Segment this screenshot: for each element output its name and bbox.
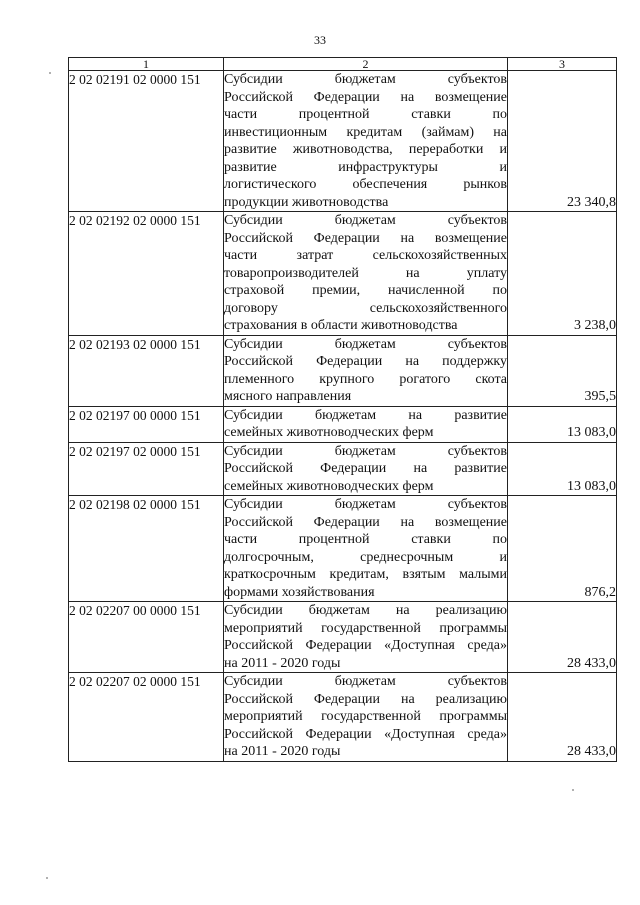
description-line: Субсидии бюджетам субъектов	[224, 674, 507, 689]
column-header-1: 1	[69, 58, 224, 71]
amount-cell: 876,2	[508, 496, 617, 602]
description-line: племенного крупного рогатого скота	[224, 371, 507, 387]
table-row	[69, 442, 617, 496]
description-line: формами хозяйствования	[224, 584, 375, 600]
description-line: договору сельскохозяйственного	[224, 300, 507, 316]
budget-revenue-table	[68, 57, 617, 762]
description-line: развитие инфраструктуры и	[224, 159, 507, 175]
scan-speck	[49, 72, 51, 74]
description-line: на 2011 - 2020 годы	[224, 744, 341, 759]
description-line: страхования в области животноводства	[224, 318, 458, 333]
budget-code-cell: 2 02 02197 00 0000 151	[69, 406, 224, 442]
column-header-3: 3	[508, 58, 617, 71]
description-line: мясного направления	[224, 389, 352, 404]
page-number: 33	[314, 33, 326, 47]
description-line: Российской Федерации на реализацию	[224, 691, 507, 707]
description-line: развитие животноводства, переработки и	[224, 142, 507, 157]
description-cell	[224, 442, 508, 496]
description-line: товаропроизводителей на уплату	[224, 265, 507, 281]
description-cell	[224, 71, 508, 212]
amount-cell: 13 083,0	[508, 406, 617, 442]
description-line: Российской Федерации на возмещение	[224, 230, 507, 246]
table-row	[69, 406, 617, 442]
description-line: Субсидии бюджетам субъектов	[224, 72, 507, 87]
table-row	[69, 335, 617, 406]
budget-code-cell: 2 02 02197 02 0000 151	[69, 442, 224, 496]
description-line: Российской Федерации «Доступная среда»	[224, 726, 507, 742]
description-cell	[224, 496, 508, 602]
description-line: логистического обеспечения рынков	[224, 177, 507, 192]
description-cell	[224, 212, 508, 336]
description-line: части процентной ставки по	[224, 107, 507, 122]
description-cell	[224, 406, 508, 442]
description-line: Субсидии бюджетам субъектов	[224, 213, 507, 228]
budget-code-cell: 2 02 02191 02 0000 151	[69, 71, 224, 212]
scan-speck	[572, 789, 574, 791]
amount-cell: 28 433,0	[508, 602, 617, 673]
description-line: Субсидии бюджетам субъектов	[224, 497, 507, 512]
table-body	[69, 71, 617, 762]
description-line: Российской Федерации «Доступная среда»	[224, 638, 507, 653]
description-line: краткосрочным кредитам, взятым малыми	[224, 567, 507, 582]
budget-code-cell: 2 02 02207 02 0000 151	[69, 673, 224, 762]
description-line: части процентной ставки по	[224, 532, 507, 547]
budget-code-cell: 2 02 02193 02 0000 151	[69, 335, 224, 406]
description-line: Субсидии бюджетам субъектов	[224, 443, 507, 459]
scan-speck	[46, 877, 48, 879]
table-row	[69, 496, 617, 602]
description-line: Российской Федерации на развитие	[224, 461, 507, 476]
description-line: семейных животноводческих ферм	[224, 425, 434, 440]
description-line: части затрат сельскохозяйственных	[224, 248, 507, 263]
description-line: Российской Федерации на поддержку	[224, 354, 507, 369]
table-header-row	[69, 58, 617, 71]
amount-cell: 28 433,0	[508, 673, 617, 762]
description-line: Субсидии бюджетам субъектов	[224, 336, 507, 352]
description-line: страховой премии, начисленной по	[224, 283, 507, 298]
description-cell	[224, 602, 508, 673]
description-cell	[224, 335, 508, 406]
description-line: продукции животноводства	[224, 194, 389, 210]
description-line: на 2011 - 2020 годы	[224, 655, 341, 671]
table-row	[69, 212, 617, 336]
description-cell	[224, 673, 508, 762]
description-line: инвестиционным кредитам (займам) на	[224, 124, 507, 140]
description-line: Российской Федерации на возмещение	[224, 514, 507, 530]
table-row	[69, 602, 617, 673]
amount-cell: 13 083,0	[508, 442, 617, 496]
amount-cell: 23 340,8	[508, 71, 617, 212]
table-row	[69, 673, 617, 762]
budget-code-cell: 2 02 02198 02 0000 151	[69, 496, 224, 602]
description-line: долгосрочным, среднесрочным и	[224, 549, 507, 565]
budget-code-cell: 2 02 02192 02 0000 151	[69, 212, 224, 336]
budget-code-cell: 2 02 02207 00 0000 151	[69, 602, 224, 673]
description-line: Субсидии бюджетам на развитие	[224, 407, 507, 423]
description-line: Субсидии бюджетам на реализацию	[224, 603, 507, 618]
amount-cell: 395,5	[508, 335, 617, 406]
column-header-2: 2	[224, 58, 508, 71]
description-line: мероприятий государственной программы	[224, 709, 507, 724]
description-line: мероприятий государственной программы	[224, 620, 507, 636]
description-line: Российской Федерации на возмещение	[224, 89, 507, 105]
description-line: семейных животноводческих ферм	[224, 478, 434, 494]
table-row	[69, 71, 617, 212]
amount-cell: 3 238,0	[508, 212, 617, 336]
